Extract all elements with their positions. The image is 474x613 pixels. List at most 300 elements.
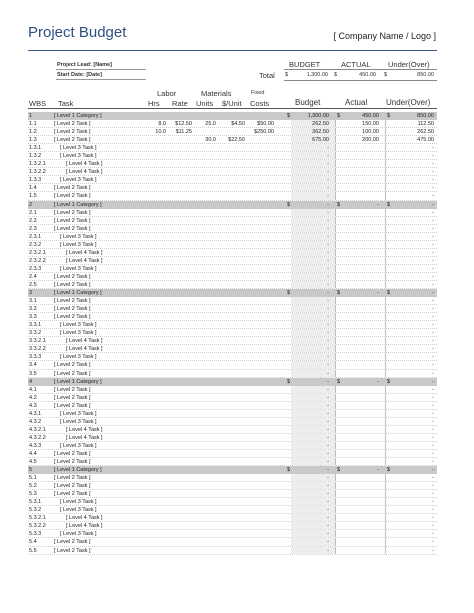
col-divider (335, 418, 336, 425)
wbs-cell: 1.5 (29, 193, 37, 200)
wbs-cell: 4.3.2.2 (29, 434, 46, 441)
table-row (28, 514, 437, 522)
task-cell: [ Level 2 Task ] (54, 273, 91, 280)
summary-budget-currency: $ (285, 72, 289, 78)
currency-symbol: $ (337, 113, 341, 119)
budget-cell: - (327, 169, 329, 176)
col-divider (385, 353, 386, 360)
col-divider (385, 120, 386, 127)
col-divider (385, 506, 386, 513)
table-row (28, 241, 437, 249)
task-cell: [ Level 2 Task ] (54, 491, 91, 498)
currency-symbol: $ (287, 113, 291, 119)
under-cell: 112.50 (417, 121, 434, 128)
currency-symbol: $ (337, 290, 341, 297)
rate-cell: $11.25 (175, 129, 192, 136)
col-divider (385, 136, 386, 143)
unit-cost-cell: $4.50 (231, 121, 245, 128)
budget-cell: - (327, 298, 329, 305)
task-cell: [ Level 3 Task ] (60, 177, 97, 184)
col-divider (335, 321, 336, 328)
col-divider (385, 522, 386, 529)
col-units: Units (196, 99, 214, 108)
task-cell: [ Level 3 Task ] (60, 265, 97, 272)
col-divider (335, 514, 336, 521)
wbs-cell: 3 (29, 290, 33, 297)
col-divider (385, 265, 386, 272)
col-divider (385, 482, 386, 489)
project-lead: Project Lead: [Name] (57, 62, 113, 68)
budget-cell: - (327, 539, 329, 546)
budget-table (28, 112, 437, 555)
currency-symbol: $ (387, 467, 391, 474)
project-lead-underline (56, 69, 146, 70)
category-row (28, 378, 437, 386)
col-divider (335, 426, 336, 433)
col-divider (335, 474, 336, 481)
wbs-cell: 3.2 (29, 306, 37, 313)
task-cell: [ Level 3 Task ] (60, 145, 97, 152)
wbs-cell: 5.1 (29, 475, 37, 482)
col-divider (385, 152, 386, 159)
budget-cell: - (327, 209, 329, 216)
col-divider (385, 249, 386, 256)
wbs-cell: 4.1 (29, 386, 37, 393)
budget-cell: - (327, 330, 329, 337)
col-divider (335, 152, 336, 159)
budget-cell: - (327, 314, 329, 321)
col-costs: Costs (250, 99, 270, 108)
wbs-cell: 2.5 (29, 281, 37, 288)
summary-actual-label: ACTUAL (341, 60, 371, 69)
header-rule (28, 108, 437, 109)
actual-cell: 200.00 (362, 137, 379, 144)
hrs-cell: 10.0 (155, 129, 166, 136)
task-cell: [ Level 2 Task ] (54, 137, 91, 144)
col-divider (335, 168, 336, 175)
under-cell: - (432, 338, 434, 345)
actual-cell: - (377, 467, 379, 474)
budget-cell: - (327, 418, 329, 425)
under-cell: - (432, 322, 434, 329)
budget-cell: - (327, 273, 329, 280)
table-row (28, 249, 437, 257)
col-divider (335, 538, 336, 545)
currency-symbol: $ (287, 290, 291, 297)
col-divider (385, 225, 386, 232)
budget-cell: 362.50 (312, 129, 329, 136)
under-cell: - (432, 185, 434, 192)
col-divider (385, 168, 386, 175)
wbs-cell: 2.1 (29, 209, 37, 216)
wbs-cell: 5.3.2.2 (29, 523, 46, 530)
task-cell: [ Level 4 Task ] (66, 257, 103, 264)
under-cell: - (432, 499, 434, 506)
wbs-cell: 5.2 (29, 483, 37, 490)
budget-cell: - (327, 217, 329, 224)
table-row (28, 281, 437, 289)
col-divider (335, 120, 336, 127)
col-divider (335, 273, 336, 280)
table-row (28, 144, 437, 152)
budget-cell: - (327, 265, 329, 272)
under-cell: - (432, 378, 434, 385)
table-row (28, 160, 437, 168)
wbs-cell: 1.3.2.1 (29, 161, 46, 168)
under-cell: - (432, 507, 434, 514)
under-cell: - (432, 233, 434, 240)
under-cell: - (432, 241, 434, 248)
task-cell: [ Level 3 Task ] (60, 418, 97, 425)
col-divider (385, 474, 386, 481)
under-cell: - (432, 475, 434, 482)
wbs-cell: 1.3.2 (29, 153, 42, 160)
table-row (28, 321, 437, 329)
budget-cell: - (327, 346, 329, 353)
col-divider (335, 184, 336, 191)
col-divider (335, 394, 336, 401)
currency-symbol: $ (337, 201, 341, 208)
col-divider (335, 249, 336, 256)
under-cell: - (432, 177, 434, 184)
under-cell: - (432, 434, 434, 441)
col-divider (335, 458, 336, 465)
task-cell: [ Level 2 Task ] (54, 539, 91, 546)
budget-cell: - (327, 145, 329, 152)
summary-budget-label: BUDGET (289, 60, 321, 69)
wbs-cell: 4.3.3 (29, 442, 42, 449)
task-cell: [ Level 2 Task ] (54, 121, 91, 128)
under-cell: - (432, 161, 434, 168)
col-divider (335, 530, 336, 537)
under-cell: - (432, 201, 434, 208)
table-row (28, 418, 437, 426)
task-cell: [ Level 3 Task ] (60, 330, 97, 337)
col-divider (385, 337, 386, 344)
col-divider (335, 337, 336, 344)
table-row (28, 176, 437, 184)
task-cell: [ Level 3 Task ] (60, 241, 97, 248)
under-cell: - (432, 354, 434, 361)
wbs-cell: 5.5 (29, 547, 37, 554)
budget-cell: - (327, 233, 329, 240)
col-divider (335, 370, 336, 377)
wbs-cell: 3.3.2.2 (29, 346, 46, 353)
col-divider (335, 410, 336, 417)
budget-cell: - (327, 515, 329, 522)
budget-cell: - (327, 161, 329, 168)
col-divider (385, 241, 386, 248)
budget-cell: - (327, 281, 329, 288)
under-cell: - (432, 193, 434, 200)
table-row (28, 353, 437, 361)
wbs-cell: 5.3 (29, 491, 37, 498)
col-divider (385, 217, 386, 224)
category-row (28, 466, 437, 474)
budget-cell: - (327, 475, 329, 482)
actual-cell: 100.00 (362, 129, 379, 136)
col-divider (385, 458, 386, 465)
wbs-cell: 5 (29, 467, 33, 474)
col-divider (385, 418, 386, 425)
table-row (28, 184, 437, 192)
table-row (28, 506, 437, 514)
actual-cell: 450.00 (362, 113, 379, 119)
task-cell: [ Level 2 Task ] (54, 129, 91, 136)
table-row (28, 217, 437, 225)
under-cell: - (432, 169, 434, 176)
task-cell: [ Level 3 Task ] (60, 531, 97, 538)
wbs-cell: 3.3.2.1 (29, 338, 46, 345)
table-row (28, 434, 437, 442)
start-date: Start Date: [Date] (57, 72, 102, 78)
under-cell: 475.00 (417, 137, 434, 144)
col-divider (385, 281, 386, 288)
under-cell: - (432, 314, 434, 321)
col-unit-cost: $/Unit (222, 99, 242, 108)
category-row (28, 289, 437, 297)
col-divider (335, 482, 336, 489)
col-hrs: Hrs (148, 99, 160, 108)
col-divider (385, 490, 386, 497)
wbs-cell: 4 (29, 378, 33, 385)
task-cell: [ Level 4 Task ] (66, 249, 103, 256)
col-divider (335, 128, 336, 135)
task-cell: [ Level 4 Task ] (66, 515, 103, 522)
summary-rule (284, 69, 437, 70)
under-cell: - (432, 225, 434, 232)
col-divider (385, 498, 386, 505)
under-cell: - (432, 531, 434, 538)
fixed-cell: $250.00 (254, 129, 274, 136)
col-divider (335, 498, 336, 505)
col-divider (335, 547, 336, 554)
col-wbs: WBS (29, 99, 47, 108)
col-divider (335, 361, 336, 368)
budget-cell: - (327, 338, 329, 345)
task-cell: [ Level 4 Task ] (66, 346, 103, 353)
table-row (28, 225, 437, 233)
budget-cell: - (327, 450, 329, 457)
under-cell: - (432, 523, 434, 530)
table-row (28, 498, 437, 506)
task-cell: [ Level 4 Task ] (66, 161, 103, 168)
wbs-cell: 4.3 (29, 402, 37, 409)
col-divider (385, 329, 386, 336)
currency-symbol: $ (337, 467, 341, 474)
under-cell: - (432, 539, 434, 546)
table-row (28, 386, 437, 394)
col-divider (335, 144, 336, 151)
wbs-cell: 5.3.2.1 (29, 515, 46, 522)
wbs-cell: 1.3.1 (29, 145, 42, 152)
col-divider (385, 386, 386, 393)
col-divider (335, 160, 336, 167)
col-divider (335, 353, 336, 360)
table-row (28, 192, 437, 200)
task-cell: [ Level 2 Task ] (54, 459, 91, 466)
task-cell: [ Level 4 Task ] (66, 169, 103, 176)
col-divider (335, 442, 336, 449)
task-cell: [ Level 3 Task ] (60, 354, 97, 361)
task-cell: [ Level 3 Task ] (60, 499, 97, 506)
wbs-cell: 1.3.2.2 (29, 169, 46, 176)
budget-cell: - (327, 378, 329, 385)
task-cell: [ Level 2 Task ] (54, 193, 91, 200)
table-row (28, 370, 437, 378)
budget-cell: - (327, 394, 329, 401)
under-cell: - (432, 290, 434, 297)
table-row (28, 297, 437, 305)
under-cell: - (432, 515, 434, 522)
col-divider (335, 506, 336, 513)
wbs-cell: 3.3.2 (29, 330, 42, 337)
budget-cell: - (327, 434, 329, 441)
task-cell: [ Level 2 Task ] (54, 386, 91, 393)
table-row (28, 402, 437, 410)
budget-cell: - (327, 459, 329, 466)
col-divider (335, 192, 336, 199)
table-row (28, 136, 437, 144)
col-divider (385, 313, 386, 320)
units-cell: 30.0 (205, 137, 216, 144)
company-logo-placeholder: [ Company Name / Logo ] (333, 31, 436, 41)
currency-symbol: $ (287, 467, 291, 474)
currency-symbol: $ (387, 290, 391, 297)
col-divider (335, 490, 336, 497)
col-divider (335, 329, 336, 336)
table-row (28, 394, 437, 402)
wbs-cell: 5.3.1 (29, 499, 42, 506)
col-divider (335, 241, 336, 248)
under-cell: - (432, 459, 434, 466)
title-rule (28, 50, 437, 51)
wbs-cell: 4.3.2.1 (29, 426, 46, 433)
start-date-underline (56, 79, 146, 80)
units-cell: 25.0 (205, 121, 216, 128)
col-divider (385, 434, 386, 441)
wbs-cell: 1.1 (29, 121, 37, 128)
summary-actual-value: 450.00 (359, 72, 376, 78)
wbs-cell: 3.4 (29, 362, 37, 369)
budget-cell: - (327, 386, 329, 393)
task-cell: [ Level 2 Task ] (54, 306, 91, 313)
task-cell: [ Level 2 Task ] (54, 547, 91, 554)
under-cell: 262.50 (417, 129, 434, 136)
wbs-cell: 5.3.2 (29, 507, 42, 514)
under-cell: - (432, 306, 434, 313)
task-cell: [ Level 2 Task ] (54, 185, 91, 192)
task-cell: [ Level 2 Task ] (54, 314, 91, 321)
table-row (28, 265, 437, 273)
task-cell: [ Level 1 Category ] (54, 113, 102, 119)
table-row (28, 482, 437, 490)
task-cell: [ Level 2 Task ] (54, 298, 91, 305)
task-cell: [ Level 2 Task ] (54, 394, 91, 401)
col-divider (335, 209, 336, 216)
col-divider (335, 450, 336, 457)
under-cell: - (432, 402, 434, 409)
task-cell: [ Level 3 Task ] (60, 233, 97, 240)
budget-cell: - (327, 531, 329, 538)
col-divider (335, 176, 336, 183)
actual-cell: 150.00 (362, 121, 379, 128)
rate-cell: $12.50 (175, 121, 192, 128)
wbs-cell: 2.4 (29, 273, 37, 280)
task-cell: [ Level 1 Category ] (54, 467, 102, 474)
col-divider (385, 144, 386, 151)
col-divider (385, 345, 386, 352)
col-task: Task (58, 99, 74, 108)
under-cell: - (432, 273, 434, 280)
fixed-cell: $50.00 (257, 121, 274, 128)
table-row (28, 522, 437, 530)
budget-cell: - (327, 201, 329, 208)
under-cell: - (432, 249, 434, 256)
wbs-cell: 3.3.1 (29, 322, 42, 329)
summary-under-label: Under(Over) (388, 60, 430, 69)
budget-cell: - (327, 306, 329, 313)
task-cell: [ Level 2 Task ] (54, 209, 91, 216)
budget-cell: 675.00 (312, 137, 329, 144)
budget-cell: - (327, 370, 329, 377)
under-cell: - (432, 426, 434, 433)
under-cell: - (432, 257, 434, 264)
summary-actual-currency: $ (334, 72, 338, 78)
summary-budget-value: 1,300.00 (306, 72, 328, 78)
task-cell: [ Level 3 Task ] (60, 153, 97, 160)
budget-cell: - (327, 362, 329, 369)
budget-cell: - (327, 507, 329, 514)
task-cell: [ Level 2 Task ] (54, 483, 91, 490)
col-divider (385, 209, 386, 216)
task-cell: [ Level 4 Task ] (66, 434, 103, 441)
wbs-cell: 2.3.2.1 (29, 249, 46, 256)
task-cell: [ Level 3 Task ] (60, 322, 97, 329)
col-divider (335, 305, 336, 312)
under-cell: 850.00 (417, 113, 434, 119)
col-divider (385, 184, 386, 191)
budget-cell: - (327, 354, 329, 361)
budget-cell: - (327, 491, 329, 498)
table-row (28, 337, 437, 345)
col-under: Under(Over) (386, 98, 431, 107)
col-divider (385, 273, 386, 280)
table-row (28, 209, 437, 217)
table-row (28, 474, 437, 482)
wbs-cell: 3.1 (29, 298, 37, 305)
table-row (28, 458, 437, 466)
under-cell: - (432, 547, 434, 554)
wbs-cell: 5.4 (29, 539, 37, 546)
task-cell: [ Level 1 Category ] (54, 378, 102, 385)
col-divider (385, 410, 386, 417)
wbs-cell: 4.2 (29, 394, 37, 401)
budget-cell: - (327, 410, 329, 417)
budget-cell: - (327, 499, 329, 506)
task-cell: [ Level 4 Task ] (66, 338, 103, 345)
table-row (28, 361, 437, 369)
col-divider (385, 426, 386, 433)
task-cell: [ Level 1 Category ] (54, 201, 102, 208)
under-cell: - (432, 362, 434, 369)
task-cell: [ Level 3 Task ] (60, 410, 97, 417)
wbs-cell: 4.3.1 (29, 410, 42, 417)
category-row (28, 201, 437, 209)
task-cell: [ Level 2 Task ] (54, 475, 91, 482)
wbs-cell: 1.3 (29, 137, 37, 144)
table-row (28, 152, 437, 160)
